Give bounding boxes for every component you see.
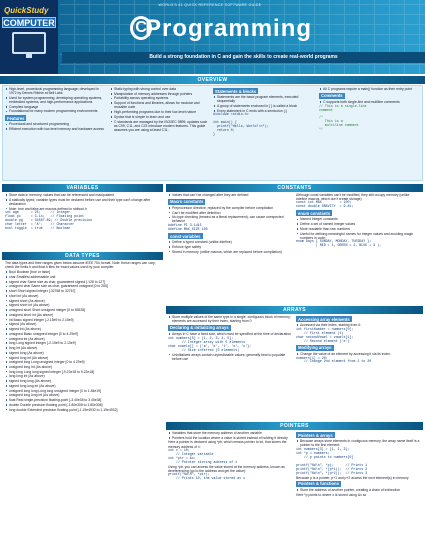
feature-item: Manipulation of memory addresses through pointers	[110, 92, 210, 96]
comments-heading: Comments	[321, 93, 343, 99]
overview-item: Foundational for many modern programming environments	[5, 109, 107, 113]
macro-item: Can't be modified after definition	[168, 211, 293, 215]
comments-code: // This is a single-line comment /* This is a multiline comment */	[319, 103, 367, 132]
comment-item: C supports both single-line and multiline comments	[319, 100, 421, 104]
modify-item: Change the value of an element by accessing it via its index:	[296, 352, 421, 356]
overview-col-3	[213, 87, 316, 179]
data-type-item: long long int (As above)	[5, 374, 162, 378]
data-type-item: Bool Boolean [true or false]	[5, 270, 162, 274]
const-item: Define a typed constant (unlike #define)	[168, 240, 293, 244]
data-type-item: signed long int (As above)	[5, 356, 162, 360]
pointers-item: Variables that store the memory address of another variable	[168, 431, 293, 435]
quickstudy-logo	[0, 0, 58, 74]
ptr-funcs-heading: Pointers & functions	[298, 481, 339, 487]
arrays-right	[296, 315, 421, 419]
deref-code: printf("%d\n", *ptr); // Prints 10, the value stored at x	[168, 471, 246, 480]
ptr-arrays-note: Because p is a pointer, p+1 and p+2 access the next element(s) in memory	[296, 475, 409, 480]
page-title: Programming	[145, 15, 313, 42]
data-type-item: unsigned int (As above)	[5, 337, 162, 341]
features-heading: Features	[7, 115, 25, 121]
data-type-item: signed short int (As above)	[5, 303, 162, 307]
data-type-item: signed char Same size as char, guaranteed signed [-128 to 127]	[5, 280, 162, 284]
overview-col-1	[5, 87, 107, 179]
overview-item: Used for system programming, developing operating systems, embedded systems, and high-performance applications	[5, 96, 107, 104]
constants-item: Values that can't be changed after they are defined	[168, 193, 293, 197]
page-subtitle: Build a strong foundation in C and gain the skills to create real-world programs	[62, 52, 425, 63]
feature-item: C standards are managed by the ISO/IEC 9899; updates such as C99, C11, and C23 introduce modern features. This guide assumes you are using at least C11.	[110, 120, 210, 132]
access-item: Accessed via their index, starting from 0:	[296, 323, 421, 327]
data-types-intro: The data types and their ranges given below assume IEEE 754 format. Note: these ranges can vary; check the limits.h and float.h files for exact values used by your compiler.	[5, 261, 156, 270]
statement-item: Statements are the basic program elements, executed sequentially	[213, 95, 316, 103]
declare-heading: Declaring & initializing arrays	[170, 325, 229, 331]
statement-item: Every statement in C ends with a semicolon (;)	[213, 109, 316, 113]
statement-item: A group of statements enclosed in { } is called a block	[213, 104, 316, 108]
modify-heading: Modifying arrays	[298, 345, 332, 351]
data-type-item: int Basic signed integer [-2.15e9 to 2.15e9]	[5, 318, 162, 322]
overview-item: Compiled language	[5, 105, 107, 109]
variables-bar: VARIABLES	[2, 184, 163, 192]
const-intro: Although const variables can't be modified, they still occupy memory (unlike #define macros, which don't create storage)	[296, 193, 410, 202]
monitor-icon	[12, 32, 46, 54]
arrays-left	[168, 315, 293, 419]
feature-item: Procedural and structured programming	[5, 122, 107, 126]
arrays-bar: ARRAYS	[166, 306, 423, 314]
data-type-item: signed long (As above)	[5, 351, 162, 355]
overview-item: All C programs require a main() function as their entry point	[319, 87, 421, 91]
const-item: Enforce type safety	[168, 245, 293, 249]
enum-item: Useful for defining meaningful names for integer values and avoiding magic numbers in code:	[296, 232, 421, 240]
pointer-decl-code: int x = 10; // Integer variable int *ptr = &x; // Pointer storing address of x	[168, 447, 238, 464]
data-type-item: signed (As above)	[5, 322, 162, 326]
ptr-arrays-heading: Pointers & arrays	[298, 432, 333, 438]
data-type-item: unsigned Basic unsigned integer [0 to 4.29e9]	[5, 332, 162, 336]
variables-section	[5, 193, 162, 251]
const-item: Stored in memory (unlike macros, which are replaced before compilation)	[168, 250, 293, 254]
data-type-item: short int (As above)	[5, 294, 162, 298]
declare-code: int numbers[5] = {1, 2, 3, 4, 5}; // Integer array with 5 elements char vowels[] = {'a', 'e', 'i', 'o', 'u'}; // Size inferred (5 elements)	[168, 335, 252, 352]
data-type-item: double Double precision floating point [-1.80e308 to 1.80e308]	[5, 403, 162, 407]
data-type-item: unsigned long long int (As above)	[5, 393, 162, 397]
pointers-right	[296, 431, 421, 548]
variables-code: int age = 25; // Integer float pi = 3.14; // Floating point double pg = 34567.89; // Double precision char letter = 'A'; // Character bool toggle = true // Boolean	[5, 210, 93, 231]
access-heading: Accessing array elements	[298, 316, 350, 322]
ptr-arrays-item: Because arrays store elements in contiguous memory, the array name itself is a pointer to the first element:	[296, 439, 421, 447]
access-code: int firstNumber = numbers[0]; // First element (1) char secondVowel = vowels[1]; // Second element ('e')	[296, 326, 354, 343]
macro-item: Preprocessor directive, replaced by the compiler before compilation	[168, 206, 293, 210]
data-type-item: unsigned long int (As above)	[5, 365, 162, 369]
hello-world-code: #include <stdio.h> int main() { printf("Hello, World!\n"); return 0; }	[213, 112, 269, 137]
constants-left	[168, 193, 293, 303]
statements-heading: Statements & blocks	[215, 88, 257, 94]
data-type-item: float Real single-precision floating-point [-3.40e38 to 3.40e38]	[5, 398, 162, 402]
enum-heading: enum constants	[298, 210, 331, 216]
macro-code: #define PI 3.1415 #define MAX_SIZE 100	[168, 223, 208, 232]
modify-code: numbers[1] = 20; // Change 2nd element from 2 to 20	[296, 355, 372, 364]
enum-code: enum Days { SUNDAY, MONDAY, TUESDAY }; ( RED = 1, GREEN = 2, BLUE = 3 );	[296, 239, 382, 248]
overview-col-4	[319, 87, 421, 179]
pointers-text: Here a pointer is declared using *ptr, which means pointer to int, that stores the memory address of x:	[168, 440, 287, 449]
ptr-funcs-item: Store the address of another pointer, creating a chain of indirection	[296, 488, 421, 492]
overview-item: High-level, procedural programming language; developed in 1972 by Dennis Ritchie at Bell Labs	[5, 87, 107, 95]
constants-right	[296, 193, 421, 303]
macro-item: No type checking (treated as a literal replacement), can cause unexpected behavior	[168, 215, 293, 223]
tagline: WORLD'S #1 QUICK REFERENCE SOFTWARE GUIDE	[158, 3, 262, 7]
constants-bar: CONSTANTS	[166, 184, 423, 192]
data-type-item: unsigned long long Long long unsigned integer [0 to 1.84e19]	[5, 389, 162, 393]
data-type-item: signed int (As above)	[5, 327, 162, 331]
data-types-list	[5, 270, 162, 411]
macro-heading: Macro constants	[170, 199, 204, 205]
feature-item: Efficient execution with low-level memory and hardware access	[5, 127, 107, 131]
const-heading: const variables	[170, 233, 201, 239]
data-type-item: char Smallest addressable unit	[5, 275, 162, 279]
data-type-item: unsigned short Short unsigned integer [0 to 65535]	[5, 308, 162, 312]
data-type-item: unsigned short int (As above)	[5, 313, 162, 317]
arrays-item: Store multiple values of the same type in a single, contiguous block of memory; elements are accessed by their index, starting from 0	[168, 315, 293, 323]
variables-item: Store data in memory; values that can be referenced and manipulated	[5, 193, 162, 197]
enum-item: Define a set of named integer values	[296, 222, 421, 226]
feature-item: Static typing with strong control over data	[110, 87, 210, 91]
declare-item: Arrays in C have a fixed size, which must be specified at the time of declaration	[168, 332, 293, 336]
data-type-item: short Short signed integer [-32768 to 32767]	[5, 289, 162, 293]
pointers-item: Pointers hold the location where a value is stored instead of holding it directly	[168, 436, 293, 440]
data-type-item: signed long long (As above)	[5, 379, 162, 383]
data-type-item: long int (As above)	[5, 346, 162, 350]
feature-item: High-performing programs due to their low-level nature	[110, 110, 210, 114]
feature-item: Syntax that is simple to learn and use	[110, 115, 210, 119]
data-types-section	[5, 261, 162, 548]
enum-item: More readable than raw numbers	[296, 227, 421, 231]
data-type-item: unsigned char Same size as char, guaranteed unsigned [0 to 255]	[5, 284, 162, 288]
overview-col-2	[110, 87, 210, 179]
variables-item: A statically typed; variable types must be declared before use and their type can't change after declaration	[5, 198, 162, 206]
declare-note: Uninitialized arrays contain unpredictable values; generally best to populate before use	[168, 353, 293, 361]
feature-item: Portability across operating systems	[110, 96, 210, 100]
c-letter-badge: C	[130, 16, 152, 40]
data-type-item: long long Long long signed integer [-9.22e18 to 9.22e18]	[5, 370, 162, 374]
pointers-text: Using *ptr, you can access the value stored at the memory address, known as dereferencing (go to the address and get the value):	[168, 464, 285, 473]
pointers-bar: POINTERS	[166, 422, 423, 430]
const-code: const int MAX = 100; const double GRAVITY = 9.81;	[296, 200, 354, 209]
enum-item: Named integer constants	[296, 217, 421, 221]
ptr-arrays-code: int numbers[3] = {1, 2, 3}; int *p = numbers; // p points to numbers[0] printf("%d\n", *p); // Prints 1 printf("%d\n", *(p+1)); // Prints 2 printf("%d\n", *(p+2)); // Prints 3	[296, 447, 368, 475]
brand-badge: COMPUTER	[3, 18, 55, 28]
feature-item: Support of functions and libraries, allows for modular and reusable code	[110, 101, 210, 109]
data-type-item: signed long long int (As above)	[5, 384, 162, 388]
data-type-item: signed short (As above)	[5, 299, 162, 303]
variables-item: Note: true and false are macros defined in stdbool.h	[5, 207, 162, 211]
brand-name: QuickStudy	[4, 6, 49, 15]
ptr-funcs-text: Here *p points to where x is stored using &x so	[296, 492, 367, 497]
data-types-bar: DATA TYPES	[2, 252, 163, 260]
data-type-item: long Long signed integer [-2.15e9 to 2.15e9]	[5, 341, 162, 345]
overview-bar: OVERVIEW	[0, 76, 425, 84]
pointers-left	[168, 431, 293, 548]
data-type-item: long double Extended precision floating-point [-1.19e4932 to 1.19e4932]	[5, 408, 162, 412]
data-type-item: unsigned long Long unsigned integer [0 to 4.29e9]	[5, 360, 162, 364]
